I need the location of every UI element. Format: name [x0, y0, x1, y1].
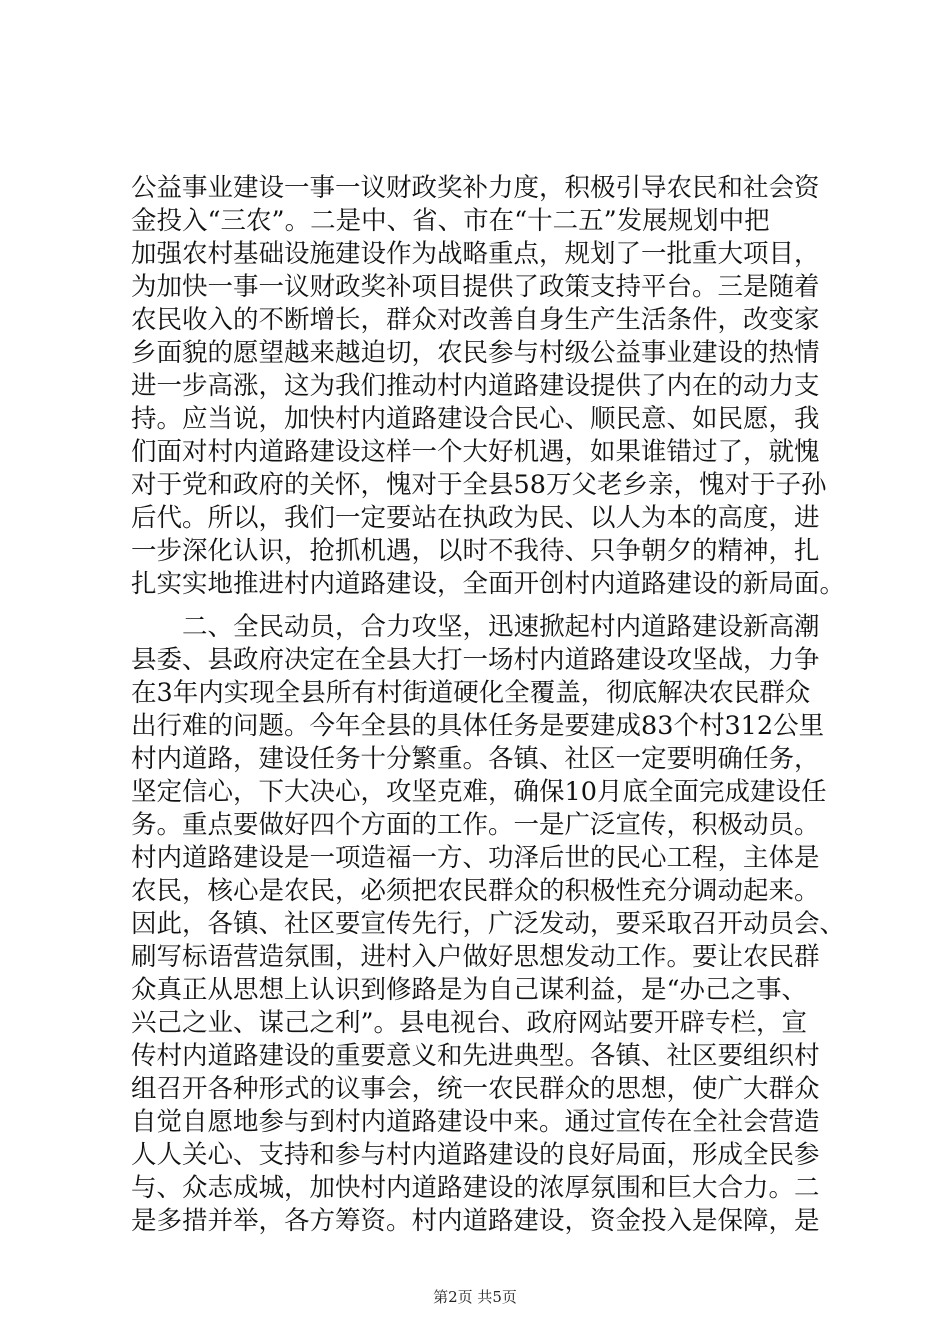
- text-line: 刷写标语营造氛围，进村入户做好思想发动工作。要让农民群: [131, 942, 820, 972]
- text-line: 众真正从思想上认识到修路是为自己谋利益，是“办己之事、: [131, 975, 808, 1005]
- text-line: 传村内道路建设的重要意义和先进典型。各镇、社区要组织村: [131, 1041, 820, 1071]
- text-line: 坚定信心，下大决心，攻坚克难，确保10月底全面完成建设任: [131, 777, 827, 807]
- text-line: 一步深化认识，抢抓机遇，以时不我待、只争朝夕的精神，扎: [131, 536, 820, 566]
- text-line: 加强农村基础设施建设作为战略重点，规划了一批重大项目，: [131, 239, 820, 269]
- text-line: 是多措并举，各方筹资。村内道路建设，资金投入是保障，是: [131, 1206, 820, 1236]
- page-number-footer: 第2页 共5页: [433, 1288, 517, 1306]
- text-line: 县委、县政府决定在全县大打一场村内道路建设攻坚战，力争: [131, 645, 820, 675]
- paragraph-2: [131, 611, 846, 1238]
- text-line: 为加快一事一议财政奖补项目提供了政策支持平台。三是随着: [131, 272, 820, 302]
- paragraph-1: [131, 172, 846, 601]
- text-line: 持。应当说，加快村内道路建设合民心、顺民意、如民愿，我: [131, 404, 820, 434]
- text-line: 金投入“三农”。二是中、省、市在“十二五”发展规划中把: [131, 206, 770, 236]
- text-line: 农民收入的不断增长，群众对改善自身生产生活条件，改变家: [131, 305, 820, 335]
- text-line: 后代。所以，我们一定要站在执政为民、以人为本的高度，进: [131, 503, 820, 533]
- text-line: 对于党和政府的关怀，愧对于全县58万父老乡亲，愧对于子孙: [131, 470, 827, 500]
- text-line: 务。重点要做好四个方面的工作。一是广泛宣传，积极动员。: [131, 810, 820, 840]
- text-line: 们面对村内道路建设这样一个大好机遇，如果谁错过了，就愧: [131, 437, 820, 467]
- text-line: 因此，各镇、社区要宣传先行，广泛发动，要采取召开动员会、: [131, 909, 846, 939]
- text-line: 兴己之业、谋己之利”。县电视台、政府网站要开辟专栏，宣: [131, 1008, 808, 1038]
- text-line: 进一步高涨，这为我们推动村内道路建设提供了内在的动力支: [131, 371, 820, 401]
- text-line: 村内道路，建设任务十分繁重。各镇、社区一定要明确任务，: [131, 744, 820, 774]
- text-line: 在3年内实现全县所有村街道硬化全覆盖，彻底解决农民群众: [131, 678, 811, 708]
- text-line: 与、众志成城，加快村内道路建设的浓厚氛围和巨大合力。二: [131, 1173, 820, 1203]
- text-line: 村内道路建设是一项造福一方、功泽后世的民心工程，主体是: [131, 843, 820, 873]
- text-line: 乡面貌的愿望越来越迫切，农民参与村级公益事业建设的热情: [131, 338, 820, 368]
- text-line: 农民，核心是农民，必须把农民群众的积极性充分调动起来。: [131, 876, 820, 906]
- text-line: 自觉自愿地参与到村内道路建设中来。通过宣传在全社会营造: [131, 1107, 820, 1137]
- section-heading-line: 二、全民动员，合力攻坚，迅速掀起村内道路建设新高潮: [131, 612, 820, 642]
- text-line: 组召开各种形式的议事会，统一农民群众的思想，使广大群众: [131, 1074, 820, 1104]
- text-line: 扎实实地推进村内道路建设，全面开创村内道路建设的新局面。: [131, 569, 846, 599]
- text-line: 人人关心、支持和参与村内道路建设的良好局面，形成全民参: [131, 1140, 820, 1170]
- text-line: 出行难的问题。今年全县的具体任务是要建成83个村312公里: [131, 711, 825, 741]
- text-line: 公益事业建设一事一议财政奖补力度，积极引导农民和社会资: [131, 173, 820, 203]
